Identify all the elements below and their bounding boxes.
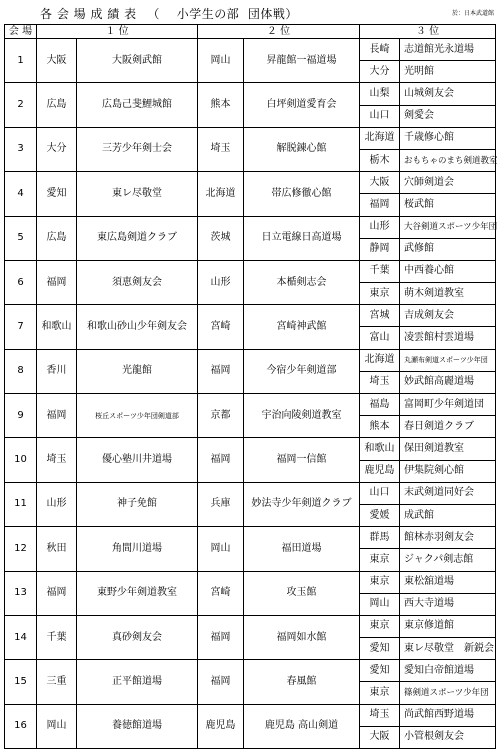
- first-prefecture: 福岡: [37, 571, 77, 615]
- third-team: 桜武館: [400, 194, 496, 216]
- third-team: 武修館: [400, 238, 496, 260]
- third-prefecture: 大阪: [360, 172, 400, 194]
- results-table: [4, 24, 496, 749]
- third-prefecture: 山形: [360, 216, 400, 238]
- first-prefecture: 秋田: [37, 527, 77, 571]
- table-row: [5, 83, 496, 105]
- third-prefecture: 熊本: [360, 416, 400, 438]
- first-prefecture: 大阪: [37, 39, 77, 83]
- venue-number: 13: [5, 571, 37, 615]
- third-prefecture: 宮城: [360, 305, 400, 327]
- third-prefecture: 鹿児島: [360, 460, 400, 482]
- first-prefecture: 福岡: [37, 260, 77, 304]
- third-team: 伊集院剣心館: [400, 460, 496, 482]
- venue-number: 6: [5, 260, 37, 304]
- first-team: 東広島剣道クラブ: [77, 216, 198, 260]
- third-prefecture: 栃木: [360, 149, 400, 171]
- second-prefecture: 岡山: [198, 527, 244, 571]
- second-prefecture: 兵庫: [198, 482, 244, 526]
- third-team: 末武剣道同好会: [400, 482, 496, 504]
- third-prefecture: 大阪: [360, 726, 400, 748]
- third-team: 中西養心館: [400, 260, 496, 282]
- third-prefecture: 長崎: [360, 39, 400, 61]
- first-prefecture: 埼玉: [37, 438, 77, 482]
- first-team: 角間川道場: [77, 527, 198, 571]
- third-prefecture: 東京: [360, 571, 400, 593]
- second-team: 春風館: [244, 660, 360, 704]
- third-prefecture: 北海道: [360, 349, 400, 371]
- third-prefecture: 福島: [360, 394, 400, 416]
- second-prefecture: 宮崎: [198, 305, 244, 349]
- first-prefecture: 広島: [37, 83, 77, 127]
- third-prefecture: 千葉: [360, 260, 400, 282]
- third-team: 大谷剣道スポーツ少年団: [400, 216, 496, 238]
- third-team: ジャクパ剣志館: [400, 549, 496, 571]
- third-prefecture: 埼玉: [360, 704, 400, 726]
- third-team: 東京修道館: [400, 615, 496, 637]
- table-row: [5, 394, 496, 416]
- second-team: 攻玉館: [244, 571, 360, 615]
- third-prefecture: 埼玉: [360, 371, 400, 393]
- table-row: [5, 615, 496, 637]
- table-row: [5, 660, 496, 682]
- second-team: 今宿少年剣道部: [244, 349, 360, 393]
- second-team: 解脱錬心館: [244, 127, 360, 171]
- header-first: １ 位: [37, 25, 198, 39]
- venue-number: 9: [5, 394, 37, 438]
- results-body: [5, 39, 496, 749]
- third-prefecture: 北海道: [360, 127, 400, 149]
- first-prefecture: 三重: [37, 660, 77, 704]
- first-prefecture: 山形: [37, 482, 77, 526]
- table-row: [5, 527, 496, 549]
- first-prefecture: 千葉: [37, 615, 77, 659]
- second-team: 福岡一信館: [244, 438, 360, 482]
- third-prefecture: 愛知: [360, 638, 400, 660]
- second-prefecture: 京都: [198, 394, 244, 438]
- table-row: [5, 127, 496, 149]
- first-prefecture: 和歌山: [37, 305, 77, 349]
- third-team: おもちゃのまち剣道教室: [400, 149, 496, 171]
- venue-number: 1: [5, 39, 37, 83]
- third-team: 富岡町少年剣道団: [400, 394, 496, 416]
- table-row: [5, 438, 496, 460]
- table-row: [5, 172, 496, 194]
- second-prefecture: 福岡: [198, 615, 244, 659]
- first-team: 東野少年剣道教室: [77, 571, 198, 615]
- third-prefecture: 富山: [360, 327, 400, 349]
- header-third: ３ 位: [360, 25, 496, 39]
- table-row: [5, 482, 496, 504]
- first-team: 正平館道場: [77, 660, 198, 704]
- second-prefecture: 福岡: [198, 438, 244, 482]
- third-team: 篠剣道スポーツ少年団: [400, 682, 496, 704]
- third-prefecture: 愛媛: [360, 504, 400, 526]
- venue-number: 12: [5, 527, 37, 571]
- second-team: 白坪剣道愛育会: [244, 83, 360, 127]
- venue-number: 10: [5, 438, 37, 482]
- third-team: 千歳修心館: [400, 127, 496, 149]
- first-prefecture: 大分: [37, 127, 77, 171]
- table-row: [5, 704, 496, 726]
- third-team: 妙武館高麗道場: [400, 371, 496, 393]
- third-team: 館林赤羽剣友会: [400, 527, 496, 549]
- first-team: 東レ尽敬堂: [77, 172, 198, 216]
- table-row: [5, 260, 496, 282]
- third-team: 光明館: [400, 61, 496, 83]
- first-prefecture: 香川: [37, 349, 77, 393]
- third-prefecture: 山口: [360, 482, 400, 504]
- second-team: 昇龍館一福道場: [244, 39, 360, 83]
- third-team: 東松舘道場: [400, 571, 496, 593]
- second-prefecture: 宮崎: [198, 571, 244, 615]
- venue-number: 8: [5, 349, 37, 393]
- venue-number: 14: [5, 615, 37, 659]
- venue-number: 3: [5, 127, 37, 171]
- title-row: [0, 0, 500, 24]
- third-prefecture: 岡山: [360, 593, 400, 615]
- third-prefecture: 愛知: [360, 660, 400, 682]
- second-team: 福田道場: [244, 527, 360, 571]
- first-prefecture: 愛知: [37, 172, 77, 216]
- third-team: 志道館光永道場: [400, 39, 496, 61]
- second-team: 本楯剣志会: [244, 260, 360, 304]
- third-team: 穴師剣道会: [400, 172, 496, 194]
- third-prefecture: 静岡: [360, 238, 400, 260]
- first-team: 養徳館道場: [77, 704, 198, 748]
- third-team: 凌雲館村雲道場: [400, 327, 496, 349]
- third-prefecture: 東京: [360, 283, 400, 305]
- table-row: [5, 39, 496, 61]
- third-team: 保田剣道教室: [400, 438, 496, 460]
- third-team: 成武館: [400, 504, 496, 526]
- second-prefecture: 福岡: [198, 349, 244, 393]
- venue-number: 15: [5, 660, 37, 704]
- second-team: 福岡如水館: [244, 615, 360, 659]
- third-team: 西大寺道場: [400, 593, 496, 615]
- first-team: 三芳少年剣士会: [77, 127, 198, 171]
- third-team: 小管根剣友会: [400, 726, 496, 748]
- third-prefecture: 東京: [360, 682, 400, 704]
- third-team: 剣愛会: [400, 105, 496, 127]
- third-prefecture: 東京: [360, 615, 400, 637]
- header-venue: 会 場: [5, 25, 37, 39]
- second-team: 宇治向陵剣道教室: [244, 394, 360, 438]
- second-prefecture: 茨城: [198, 216, 244, 260]
- second-prefecture: 福岡: [198, 660, 244, 704]
- venue-number: 11: [5, 482, 37, 526]
- third-prefecture: 和歌山: [360, 438, 400, 460]
- second-team: 日立電線日高道場: [244, 216, 360, 260]
- third-team: 尚武館西野道場: [400, 704, 496, 726]
- third-team: 東レ尽敬堂 新鋭会: [400, 638, 496, 660]
- second-team: 帯広修徹心館: [244, 172, 360, 216]
- third-prefecture: 山口: [360, 105, 400, 127]
- table-row: [5, 349, 496, 371]
- second-team: 鹿児島 高山剣道: [244, 704, 360, 748]
- second-prefecture: 熊本: [198, 83, 244, 127]
- header-second: ２ 位: [198, 25, 360, 39]
- venue-number: 4: [5, 172, 37, 216]
- third-prefecture: 群馬: [360, 527, 400, 549]
- venue-number: 5: [5, 216, 37, 260]
- third-prefecture: 山梨: [360, 83, 400, 105]
- second-prefecture: 鹿児島: [198, 704, 244, 748]
- first-team: 桜丘スポーツ少年団剣道部: [77, 394, 198, 438]
- table-row: [5, 305, 496, 327]
- table-row: [5, 216, 496, 238]
- page-title: 各 会 場 成 績 表 （ 小学生の部 団体戦）: [40, 7, 298, 21]
- first-team: 広島己斐鯉城館: [77, 83, 198, 127]
- second-team: 妙法寺少年剣道クラブ: [244, 482, 360, 526]
- second-prefecture: 山形: [198, 260, 244, 304]
- venue-number: 16: [5, 704, 37, 748]
- first-team: 真砂剣友会: [77, 615, 198, 659]
- table-header-row: [5, 25, 496, 39]
- third-prefecture: 大分: [360, 61, 400, 83]
- third-team: 吉成剣友会: [400, 305, 496, 327]
- second-team: 宮崎神武館: [244, 305, 360, 349]
- first-team: 須恵剣友会: [77, 260, 198, 304]
- second-prefecture: 埼玉: [198, 127, 244, 171]
- second-prefecture: 北海道: [198, 172, 244, 216]
- second-prefecture: 岡山: [198, 39, 244, 83]
- third-team: 丸瀬布剣道スポーツ少年団: [400, 349, 496, 371]
- first-team: 光龍館: [77, 349, 198, 393]
- third-prefecture: 東京: [360, 549, 400, 571]
- first-prefecture: 岡山: [37, 704, 77, 748]
- first-prefecture: 福岡: [37, 394, 77, 438]
- third-team: 春日剣道クラブ: [400, 416, 496, 438]
- first-team: 優心塾川井道場: [77, 438, 198, 482]
- first-team: 大阪剣武館: [77, 39, 198, 83]
- first-team: 神子免館: [77, 482, 198, 526]
- table-row: [5, 571, 496, 593]
- third-team: 山城剣友会: [400, 83, 496, 105]
- third-team: 愛知白帝館道場: [400, 660, 496, 682]
- venue-number: 2: [5, 83, 37, 127]
- third-prefecture: 福岡: [360, 194, 400, 216]
- venue-note: 於：日本武道館: [451, 10, 494, 17]
- third-team: 萌木剣道教室: [400, 283, 496, 305]
- first-team: 和歌山砂山少年剣友会: [77, 305, 198, 349]
- first-prefecture: 広島: [37, 216, 77, 260]
- venue-number: 7: [5, 305, 37, 349]
